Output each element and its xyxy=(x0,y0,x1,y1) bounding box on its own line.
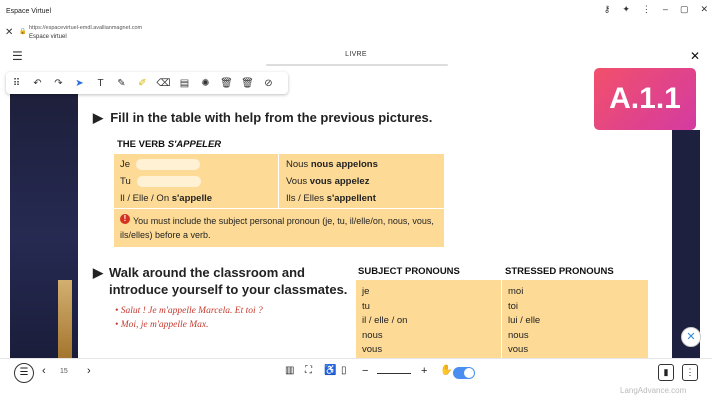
accessibility-icon[interactable]: ♿ xyxy=(324,365,337,376)
right-photo xyxy=(672,130,700,358)
table-of-contents-button[interactable]: ☰ xyxy=(14,363,34,383)
list-item: toi xyxy=(508,300,519,312)
pointer-icon[interactable]: ➤ xyxy=(75,77,84,89)
highlighter-icon[interactable]: ✐ xyxy=(138,77,147,89)
zoom-slider[interactable] xyxy=(377,373,411,374)
key-icon[interactable]: ⚷ xyxy=(603,4,611,14)
pronoun-tu: Tu xyxy=(120,176,131,188)
grammar-note xyxy=(114,209,444,247)
watermark: LangAdvance.com xyxy=(620,386,687,395)
list-item: vous xyxy=(362,344,383,355)
menu-icon[interactable]: ☰ xyxy=(12,49,23,63)
list-item: lui / elle xyxy=(508,315,541,326)
window-title: Espace Virtuel xyxy=(6,7,52,15)
pronoun-ils: Ils / Elles xyxy=(286,193,325,204)
pronoun-vous: Vous xyxy=(286,176,308,187)
double-page-icon[interactable]: ▥ xyxy=(285,365,295,376)
lock-icon: 🔒 xyxy=(19,29,27,35)
redo-icon[interactable]: ↷ xyxy=(54,77,63,89)
verb-table xyxy=(114,154,444,208)
activity1-instruction-text: Fill in the table with help from the previous pictures. xyxy=(110,110,433,125)
stressed-pronouns-title: STRESSED PRONOUNS xyxy=(505,266,614,277)
drag-handle-icon[interactable]: ⠿ xyxy=(12,77,21,89)
activity2-instruction-text: Walk around the classroom and introduce yourself to your classmates. xyxy=(109,265,348,297)
verb-row-vous xyxy=(286,176,369,187)
page-number[interactable]: 15 xyxy=(60,368,68,375)
menu-dots-icon[interactable]: ⋮ xyxy=(641,4,651,14)
activity2-instruction xyxy=(93,264,353,298)
previous-page-icon[interactable]: ‹ xyxy=(42,365,46,377)
lightbulb-icon[interactable]: ✺ xyxy=(201,77,210,89)
note-text: You must include the subject personal pronoun (je, tu, il/elle/on, nous, vous, ils/elles) before a verb. xyxy=(120,216,434,240)
minimize-button[interactable]: – xyxy=(662,4,668,14)
delete-all-icon[interactable]: 🗑 xyxy=(241,77,254,89)
verb-row-ils xyxy=(286,193,376,204)
next-page-icon[interactable]: › xyxy=(87,365,91,377)
site-subtitle: Espace virtuel xyxy=(29,34,67,40)
close-icon[interactable]: ✕ xyxy=(689,49,700,63)
verb-title-verb: S'APPELER xyxy=(167,139,222,150)
zoom-in-icon[interactable]: + xyxy=(421,365,428,377)
form-vous: vous appelez xyxy=(309,176,370,187)
title-bar xyxy=(0,0,712,22)
pronoun-je: Je xyxy=(120,159,131,171)
form-nous: nous appelons xyxy=(310,159,378,170)
pronouns-table xyxy=(356,280,648,358)
verb-row-nous xyxy=(286,159,378,170)
reading-mode-icon[interactable]: ▯ xyxy=(341,365,347,376)
dialog-example xyxy=(115,304,263,332)
hand-tool-icon[interactable]: ✋ xyxy=(440,365,453,376)
annotations-toggle[interactable] xyxy=(453,367,475,379)
list-item: il / elle / on xyxy=(362,315,408,326)
annotation-toolbar xyxy=(6,72,288,94)
list-item: vous xyxy=(508,344,529,355)
pronoun-nous: Nous xyxy=(286,159,309,170)
left-photo xyxy=(10,90,78,358)
verb-row-je xyxy=(120,159,200,170)
note-icon[interactable]: ▤ xyxy=(179,77,190,89)
more-menu-icon[interactable]: ⋮ xyxy=(682,364,698,381)
close-tab-icon[interactable]: ✕ xyxy=(5,27,14,38)
verb-row-il xyxy=(120,193,212,204)
maximize-button[interactable]: ▢ xyxy=(679,4,689,14)
url-text[interactable]: https://espacevirtuel-emdl.avallianmagnet.com xyxy=(29,25,143,31)
pen-icon[interactable]: ✎ xyxy=(117,77,126,89)
list-item: nous xyxy=(508,329,529,341)
book-page xyxy=(0,68,712,358)
hide-annotations-icon[interactable]: ⊘ xyxy=(264,77,273,89)
undo-icon[interactable]: ↶ xyxy=(33,77,42,89)
lesson-badge: A.1.1 xyxy=(594,68,696,130)
eraser-icon[interactable]: ⌫ xyxy=(156,77,171,89)
subject-pronouns-title: SUBJECT PRONOUNS xyxy=(358,266,460,277)
verb-row-tu xyxy=(120,176,201,187)
verb-title-prefix: THE VERB xyxy=(117,139,168,150)
form-il: s'appelle xyxy=(171,193,213,204)
zoom-out-icon[interactable]: − xyxy=(362,365,369,377)
table-divider xyxy=(501,280,502,358)
extension-icon[interactable]: ✦ xyxy=(622,4,630,14)
list-item: tu xyxy=(362,300,370,312)
table-divider xyxy=(278,154,279,208)
title-underline xyxy=(266,64,448,66)
warning-icon: ! xyxy=(120,214,130,224)
fullscreen-icon[interactable]: ⛶ xyxy=(305,365,312,376)
delete-icon[interactable]: 🗑 xyxy=(220,77,233,89)
stressed-pronouns-list xyxy=(508,285,540,358)
blank-tu-input[interactable] xyxy=(137,176,201,187)
activity1-instruction: ▶ Fill in the table with help from the previous pictures. xyxy=(93,110,433,125)
list-item: je xyxy=(362,286,370,297)
blank-je-input[interactable] xyxy=(136,159,200,170)
list-item: nous xyxy=(362,329,383,341)
eiffel-tower-image xyxy=(58,280,72,358)
bottom-toolbar xyxy=(0,358,712,386)
dialog-line-text: Salut ! Je m'appelle Marcela. Et toi ? xyxy=(120,306,263,316)
subject-pronouns-list xyxy=(362,285,407,358)
verb-title xyxy=(117,139,221,150)
pronoun-il: Il / Elle / On xyxy=(120,193,170,204)
dialog-line: • Moi, je m'appelle Max. xyxy=(115,320,209,330)
bookmark-icon[interactable]: ▮ xyxy=(658,364,674,381)
dialog-line-text: Moi, je m'appelle Max. xyxy=(120,320,209,330)
play-arrow-icon: ▶ xyxy=(93,265,103,280)
book-header xyxy=(0,44,712,68)
close-window-button[interactable]: ✕ xyxy=(700,4,708,14)
form-ils: s'appellent xyxy=(326,193,376,204)
address-bar xyxy=(0,22,712,44)
dialog-line: • Salut ! Je m'appelle Marcela. Et toi ? xyxy=(115,306,263,316)
close-overlay-button[interactable]: ✕ xyxy=(681,327,701,347)
text-tool-icon[interactable]: T xyxy=(97,77,104,89)
list-item: moi xyxy=(508,286,524,297)
page-title: LIVRE xyxy=(345,51,367,58)
